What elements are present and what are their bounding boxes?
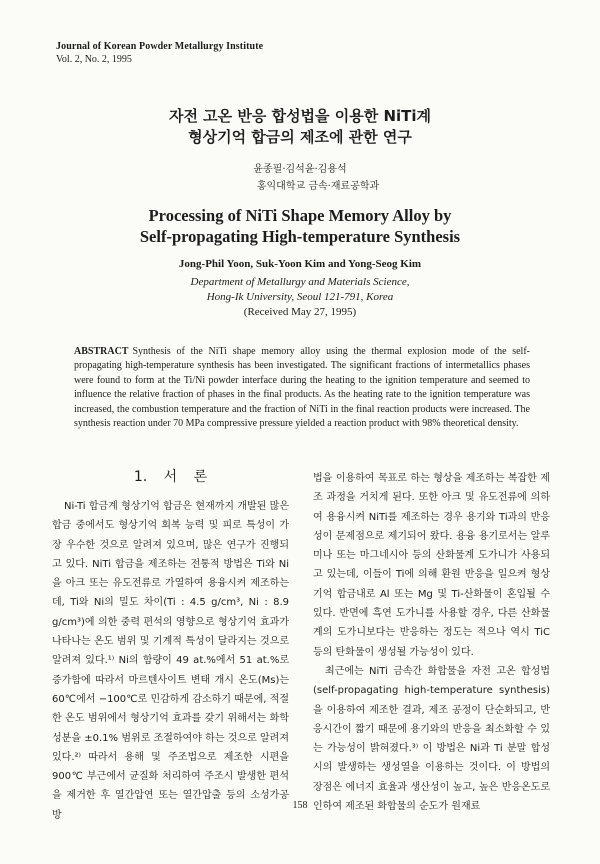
section-heading: 1. 서 론: [133, 469, 208, 485]
received-date: (Received May 27, 1995): [243, 306, 357, 318]
journal-header: [56, 40, 263, 66]
english-title-line1: Processing of NiTi Shape Memory Alloy by: [148, 206, 452, 225]
right-column-para1: 법을 이용하여 목표로 하는 형상을 제조하는 복잡한 제조 과정을 거치게 된다. 또한 아크 및 유도전류에 의하여 용융시켜 NiTi를 제조하는 경우 용기와 Ti과의 반응성이 문제점으로 제기되어 왔다. 용융 용기로서는 알루미나 또는 마그네시아 등의 산화물계 도가니가 사용되고 있는데, 이들이 Ti에 의해 환원 반응을 일으켜 형상기억 합금내로 Al 또는 Mg 및 Ti-산화물이 혼입될 수 있다. 반면에 흑연 도가니를 사용할 경우, 다른 산화물계의 도가니보다는 반응하는 정도는 적으나 역시 TiC 등의 탄화물이 생성될 가능성이 있다.: [313, 473, 550, 658]
english-affiliation: [0, 275, 600, 305]
left-column-text: Ni-Ti 합금계 형상기억 합금은 현재까지 개발된 많은 합금 중에서도 형상기억 회복 능력 및 피로 특성이 가장 우수한 것으로 알려져 있으며, 많은 연구가 진행되고 있다. NiTi 합금을 제조하는 전통적 방법은 Ti와 Ni을 아크 또는 유도전류로 가열하여 용융시켜 제조하는데, Ti와 Ni의 밀도 차이(Ti : 4.5 g/cm³, Ni : 8.9 g/cm³)에 의한 중력 편석의 영향으로 형상기억 효과가 나타나는 온도 범위 및 기계적 특성이 달라지는 것으로 알려져 있다.¹⁾ Ni의 함량이 49 at.%에서 51 at.%로 증가함에 따라서 마르텐사이트 변태 개시 온도(Ms)는 60℃에서 −100℃로 민감하게 감소하기 때문에, 적절한 온도 범위에서 형상기억 효과를 갖기 위해서는 화학 성분을 ±0.1% 범위로 조절하여야 하는 것으로 알려져 있다.²⁾ 따라서 용해 및 주조법으로 제조한 시편을 900℃ 부근에서 균질화 처리하여 주조시 발생한 편석을 제거한 후 열간압연 또는 열간압출 등의 소성가공 방: [52, 501, 289, 821]
right-column-para2: 최근에는 NiTi 금속간 화합물을 자전 고온 합성법(self-propagating high-temperature synthesis)을 이용하여 제조한 결과, 제조 공정이 단순화되고, 반응시간이 짧기 때문에 용기와의 반응을 최소화할 수 있는 가능성이 밝혀졌다.³⁾ 이 방법은 Ni과 Ti 분말 합성시의 발생하는 생성열을 이용하는 것이다. 이 방법의 장점은 에너지 효율과 생산성이 높고, 높은 반응온도로 인하여 제조된 화합물의 순도가 원재료: [313, 665, 550, 813]
english-title-line2: Self-propagating High-temperature Synthesis: [139, 227, 461, 246]
korean-affiliation: 홍익대학교 금속·재료공학과: [256, 181, 380, 192]
left-column: [52, 497, 289, 825]
affiliation-line1: Department of Metallurgy and Materials Science,: [190, 276, 410, 288]
journal-name: Journal of Korean Powder Metallurgy Institute: [56, 41, 264, 52]
korean-authors: 윤종필·김석윤·김용석: [253, 164, 347, 175]
korean-title: [0, 106, 600, 148]
english-authors: Jong-Phil Yoon, Suk-Yoon Kim and Yong-Seog Kim: [178, 258, 422, 270]
abstract: [74, 345, 530, 431]
affiliation-line2: Hong-Ik University, Seoul 121-791, Korea: [206, 291, 394, 303]
abstract-text: Synthesis of the NiTi shape memory alloy using the thermal explosion mode of the self-propagating high-temperature synthesis has been investigated. The significant fractions of intermetallics phases were found to form at the Ti/Ni powder interface during the heating to the ignition temperature and seemed to influence the relative fraction of phases in the final products. As the heating rate to the ignition temperature was increased, the combustion temperature and the fraction of NiTi in the final reaction products were increased. The synthesis reaction under 70 MPa compressive pressure yielded a reaction product with 98% theoretical density.: [74, 346, 530, 430]
korean-title-line1: 자전 고온 반응 합성법을 이용한 NiTi계: [168, 107, 432, 125]
korean-title-line2: 형상기억 합금의 제조에 관한 연구: [188, 128, 412, 146]
right-column: [313, 469, 550, 816]
abstract-label: ABSTRACT: [74, 346, 129, 357]
journal-volume: Vol. 2, No. 2, 1995: [56, 54, 132, 65]
page-number: 158: [292, 800, 308, 811]
english-title: [0, 205, 600, 247]
